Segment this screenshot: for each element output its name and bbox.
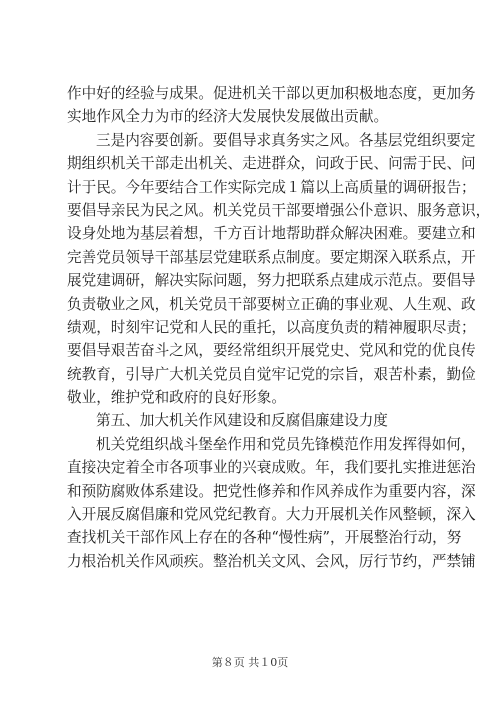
text-line: 机关党组织战斗堡垒作用和党员先锋模范作用发挥得如何， bbox=[96, 435, 476, 453]
text-line: 直接决定着全市各项事业的兴衰成败。年，我们要扎实推进惩治 bbox=[67, 459, 476, 477]
text-line: 展党建调研，解决实际问题，努力把联系点建成示范点。要倡导 bbox=[67, 272, 476, 290]
text-line: 力根治机关作风顽疾。整治机关文风、会风，厉行节约，严禁铺 bbox=[67, 552, 476, 570]
text-line: 设身处地为基层着想，千方百计地帮助群众解决困难。要建立和 bbox=[67, 225, 476, 243]
text-line: 期组织机关干部走出机关、走进群众，问政于民、问需于民、问 bbox=[67, 155, 476, 173]
text-line: 要倡导艰苦奋斗之风，要经常组织开展党史、党风和党的优良传 bbox=[67, 342, 476, 360]
section-heading: 第五、加大机关作风建设和反腐倡廉建设力度 bbox=[96, 412, 388, 430]
text-line: 绩观，时刻牢记党和人民的重托，以高度负责的精神履职尽责； bbox=[67, 318, 476, 336]
text-line: 要倡导亲民为民之风。机关党员干部要增强公仆意识、服务意识， bbox=[67, 201, 491, 219]
text-line: 实地作风全力为市的经济大发展快发展做出贡献。 bbox=[67, 108, 389, 126]
text-line: 统教育，引导广大机关党员自觉牢记党的宗旨，艰苦朴素，勤俭 bbox=[67, 365, 476, 383]
text-line: 入开展反腐倡廉和党风党纪教育。大力开展机关作风整顿，深入 bbox=[67, 506, 476, 524]
text-line: 查找机关干部作风上存在的各种“慢性病”，开展整治行动，努 bbox=[67, 529, 462, 547]
text-line: 计于民。今年要结合工作实际完成１篇以上高质量的调研报告； bbox=[67, 178, 476, 196]
text-line: 作中好的经验与成果。促进机关干部以更加积极地态度，更加务 bbox=[67, 85, 476, 102]
text-line: 敬业，维护党和政府的良好形象。 bbox=[67, 389, 286, 407]
text-line: 完善党员领导干部基层党建联系点制度。要定期深入联系点，开 bbox=[67, 248, 476, 266]
document-body bbox=[67, 82, 491, 573]
page-footer: 第８页 共１0页 bbox=[211, 656, 289, 669]
text-line: 三是内容要创新。要倡导求真务实之风。各基层党组织要定 bbox=[96, 131, 476, 149]
text-line: 负责敬业之风，机关党员干部要树立正确的事业观、人生观、政 bbox=[67, 295, 476, 313]
text-line: 和预防腐败体系建设。把党性修养和作风养成作为重要内容，深 bbox=[67, 482, 476, 500]
